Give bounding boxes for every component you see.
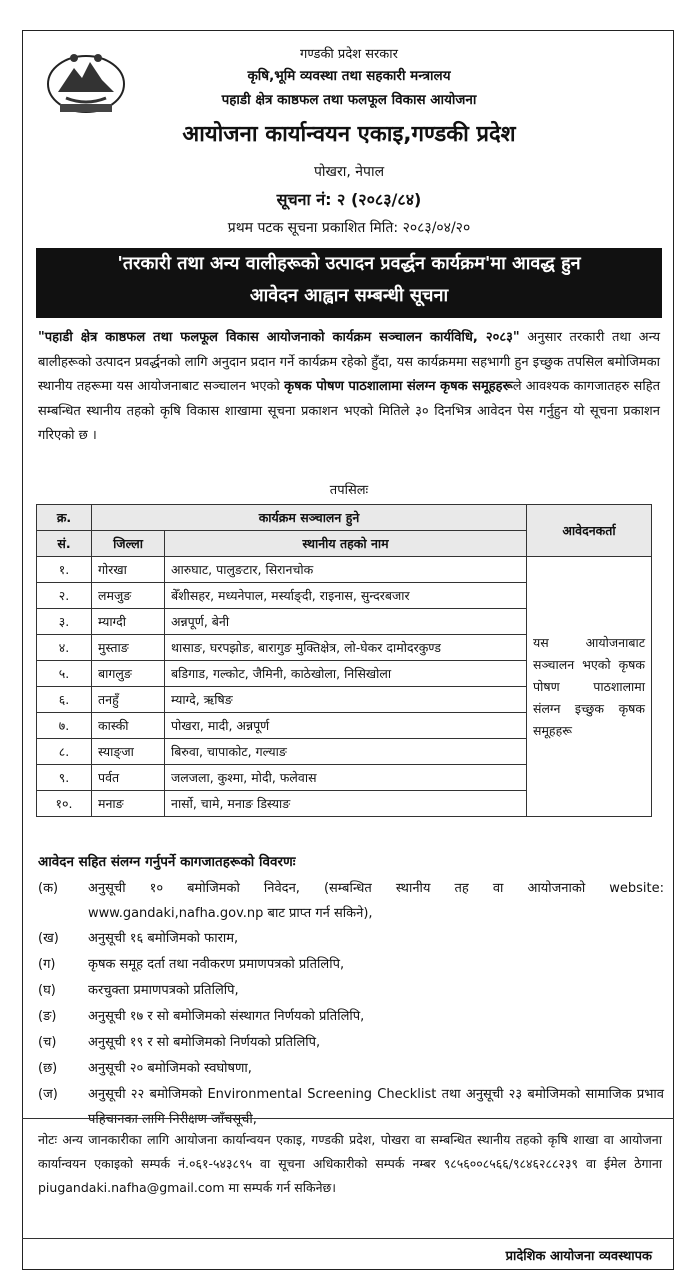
row-sn: २. — [37, 583, 92, 609]
document-item — [38, 952, 664, 977]
row-local-levels: बडिगाड, गल्कोट, जैमिनी, काठेखोला, निसिखोला — [165, 661, 527, 687]
document-text: अनुसूची १६ बमोजिमको फाराम, — [88, 931, 239, 946]
table-body — [37, 557, 652, 817]
row-local-levels: बिरुवा, चापाकोट, गल्याङ — [165, 739, 527, 765]
row-district: तनहुँ — [92, 687, 165, 713]
divider — [22, 1238, 674, 1239]
document-label: (ख) — [38, 931, 59, 946]
documents-title: आवेदन सहित संलग्न गर्नुपर्ने कागजातहरूको विवरणः — [38, 854, 296, 870]
intro-bold-1: "पहाडी क्षेत्र काष्ठफल तथा फलफूल विकास आयोजनाको कार्यक्रम सञ्चालन कार्यविधि, २०८३" — [38, 330, 520, 345]
document-text: करचुक्ता प्रमाणपत्रको प्रतिलिपि, — [88, 983, 239, 998]
document-text: कृषक समूह दर्ता तथा नवीकरण प्रमाणपत्रको प्रतिलिपि, — [88, 957, 345, 972]
place: पोखरा, नेपाल — [313, 164, 385, 180]
notice-banner — [36, 248, 662, 318]
row-local-levels: म्याग्दे, ऋषिङ — [165, 687, 527, 713]
header-applicant: आवेदनकर्ता — [527, 505, 652, 557]
row-local-levels: बेँशीसहर, मध्यनेपाल, मर्स्याङ्दी, राइनास, सुन्दरबजार — [165, 583, 527, 609]
row-sn: ६. — [37, 687, 92, 713]
document-item — [38, 876, 664, 926]
header-sn-bottom: सं. — [37, 531, 92, 557]
header-sn-top: क्र. — [37, 505, 92, 531]
document-item — [38, 978, 664, 1003]
row-sn: १०. — [37, 791, 92, 817]
row-district: लमजुङ — [92, 583, 165, 609]
row-local-levels: नार्सो, चामे, मनाङ डिस्याङ — [165, 791, 527, 817]
program-table — [36, 504, 652, 817]
document-label: (ज) — [38, 1087, 58, 1102]
notice-number: सूचना नं: २ (२०८३/८४) — [276, 190, 422, 209]
row-district: मनाङ — [92, 791, 165, 817]
document-item — [38, 1056, 664, 1081]
document-text: अनुसूची २२ बमोजिमको Environmental Screening Checklist तथा अनुसूची २३ बमोजिमको सामाजिक प्रभाव पहिचानका लागि निरीक्षण जाँचसूची, — [88, 1087, 664, 1127]
row-local-levels: जलजला, कुश्मा, मोदी, फलेवास — [165, 765, 527, 791]
table-row — [37, 557, 652, 583]
project-name: पहाडी क्षेत्र काष्ठफल तथा फलफूल विकास आयोजना — [221, 92, 477, 108]
intro-bold-2: कृषक पोषण पाठशालामा संलग्न कृषक समूहहरू — [284, 379, 513, 394]
row-sn: १. — [37, 557, 92, 583]
row-district: म्याग्दी — [92, 609, 165, 635]
document-item — [38, 1030, 664, 1055]
government-name: गण्डकी प्रदेश सरकार — [300, 47, 398, 62]
document-label: (च) — [38, 1035, 57, 1050]
row-district: मुस्ताङ — [92, 635, 165, 661]
row-local-levels: आरुघाट, पालुङटार, सिरानचोक — [165, 557, 527, 583]
row-local-levels: थासाङ, घरपझोङ, बारागुङ मुक्तिक्षेत्र, लो-घेकर दामोदरकुण्ड — [165, 635, 527, 661]
row-local-levels: पोखरा, मादी, अन्नपूर्ण — [165, 713, 527, 739]
intro-text-2: ले आवश्यक कागजातहरु सहित सम्बन्धित स्थानीय तहको कृषि विकास शाखामा सूचना प्रकाशन भएको मितिले ३० दिनभित्र आवेदन पेस गर्नुहुन यो सूचना प्रकाशन गरिएको छ । — [38, 379, 661, 443]
document-item — [38, 1082, 664, 1132]
row-district: पर्वत — [92, 765, 165, 791]
row-local-levels: अन्नपूर्ण, बेनी — [165, 609, 527, 635]
intro-paragraph — [38, 326, 660, 449]
applicant-cell: यस आयोजनाबाट सञ्चालन भएको कृषक पोषण पाठशालामा संलग्न इच्छुक कृषक समूहहरू — [527, 557, 652, 817]
signature: प्रादेशिक आयोजना व्यवस्थापक — [505, 1249, 652, 1264]
document-label: (छ) — [38, 1061, 58, 1076]
row-district: स्याङ्जा — [92, 739, 165, 765]
header-district: जिल्ला — [92, 531, 165, 557]
row-sn: ७. — [37, 713, 92, 739]
intro-text-1: अनुसार तरकारी तथा अन्य बालीहरूको उत्पादन प्रवर्द्धनको लागि अनुदान प्रदान गर्ने कार्यक्रम रहेको हुँदा, यस कार्यक्रममा सहभागी हुन इच्छुक तपसिल बमोजिमका स्थानीय तहरूमा यस आयोजनाबाट सञ्चालन भएको — [38, 330, 660, 394]
row-sn: ४. — [37, 635, 92, 661]
row-sn: ३. — [37, 609, 92, 635]
row-sn: ९. — [37, 765, 92, 791]
divider — [22, 1118, 674, 1119]
row-district: बागलुङ — [92, 661, 165, 687]
document-item — [38, 1004, 664, 1029]
note-paragraph: नोटः अन्य जानकारीका लागि आयोजना कार्यान्वयन एकाइ, गण्डकी प्रदेश, पोखरा वा सम्बन्धित स्थानीय तहको कृषि शाखा वा आयोजना कार्यान्वयन एकाइको सम्पर्क नं.०६१-५४३८९५ वा सूचना अधिकारीको सम्पर्क नम्बर ९८५६००८५६६/९८४६२८८२३९ वा ईमेल ठेगाना piugandaki.nafha@gmail.com मा सम्पर्क गर्न सकिनेछ। — [38, 1132, 662, 1195]
schedule-label: तपसिलः — [329, 483, 369, 498]
published-date: प्रथम पटक सूचना प्रकाशित मिति: २०८३/०४/२० — [227, 220, 471, 236]
document-label: (घ) — [38, 983, 56, 998]
banner-line-1: 'तरकारी तथा अन्य वालीहरूको उत्पादन प्रवर्द्धन कार्यक्रम'मा आवद्ध हुन — [117, 253, 581, 274]
document-label: (ङ) — [38, 1009, 57, 1024]
document-text: अनुसूची २० बमोजिमको स्वघोषणा, — [88, 1061, 252, 1076]
row-district: गोरखा — [92, 557, 165, 583]
document-item — [38, 926, 664, 951]
document-label: (ग) — [38, 957, 56, 972]
row-sn: ५. — [37, 661, 92, 687]
header-program: कार्यक्रम सञ्चालन हुने — [92, 505, 527, 531]
banner-line-2: आवेदन आह्वान सम्बन्धी सूचना — [249, 285, 449, 306]
row-sn: ८. — [37, 739, 92, 765]
document-text: अनुसूची १० बमोजिमको निवेदन, (सम्बन्धित स्थानीय तह वा आयोजनाको website: www.gandaki,nafha.gov.np बाट प्राप्त गर्न सकिने), — [88, 881, 664, 921]
document-text: अनुसूची १७ र सो बमोजिमको संस्थागत निर्णयको प्रतिलिपि, — [88, 1009, 365, 1024]
row-district: कास्की — [92, 713, 165, 739]
unit-title: आयोजना कार्यान्वयन एकाइ,गण्डकी प्रदेश — [182, 122, 516, 147]
header-local: स्थानीय तहको नाम — [165, 531, 527, 557]
ministry-name: कृषि,भूमि व्यवस्था तथा सहकारी मन्त्रालय — [247, 68, 451, 84]
document-text: अनुसूची १९ र सो बमोजिमको निर्णयको प्रतिलिपि, — [88, 1035, 321, 1050]
document-label: (क) — [38, 881, 59, 896]
